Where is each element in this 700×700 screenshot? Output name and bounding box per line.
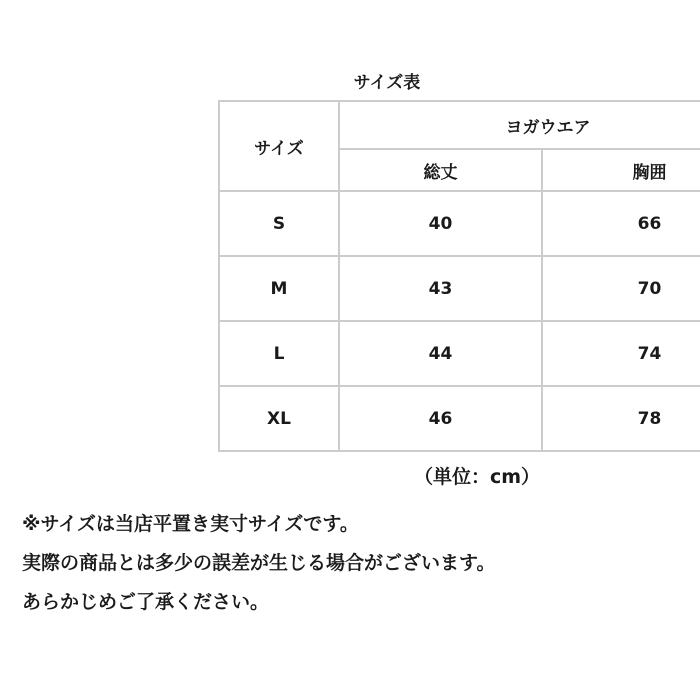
cell-length: 43 [339, 256, 542, 321]
note-line: あらかじめご了承ください。 [22, 591, 270, 613]
cell-length: 46 [339, 386, 542, 451]
cell-length: 44 [339, 321, 542, 386]
header-length: 総丈 [339, 149, 542, 191]
table-row [219, 386, 700, 451]
header-group: ヨガウエア [339, 101, 700, 149]
cell-chest: 70 [542, 256, 700, 321]
table-title: サイズ表 [353, 72, 421, 93]
cell-chest: 66 [542, 191, 700, 256]
cell-size: S [219, 191, 339, 256]
cell-size: M [219, 256, 339, 321]
cell-size: XL [219, 386, 339, 451]
header-size: サイズ [219, 101, 339, 191]
size-table [218, 100, 700, 452]
table-row [219, 191, 700, 256]
cell-chest: 78 [542, 386, 700, 451]
header-row [219, 101, 700, 149]
cell-length: 40 [339, 191, 542, 256]
table-row [219, 256, 700, 321]
cell-size: L [219, 321, 339, 386]
table-row [219, 321, 700, 386]
notes [22, 505, 692, 622]
note-line: 実際の商品とは多少の誤差が生じる場合がございます。 [22, 552, 496, 574]
header-chest: 胸囲 [542, 149, 700, 191]
unit-label: （単位：cm） [413, 466, 540, 488]
cell-chest: 74 [542, 321, 700, 386]
note-line: ※サイズは当店平置き実寸サイズです。 [22, 513, 359, 535]
